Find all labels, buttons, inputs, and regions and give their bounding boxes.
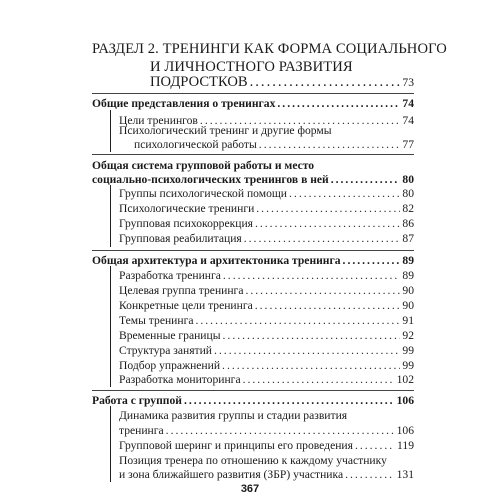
leader-dots: [343, 253, 401, 268]
toc-entry-line-1[interactable]: Позиция тренера по отношению к каждому участнику: [119, 454, 387, 467]
entry-label: Конкретные цели тренинга: [119, 299, 253, 312]
leader-dots: [289, 186, 400, 201]
section-heading-line-2: И ЛИЧНОСТНОГО РАЗВИТИЯ: [150, 59, 353, 75]
toc-group-title[interactable]: [92, 172, 414, 187]
section-heading-last-line: ПОДРОСТКОВ: [150, 74, 248, 90]
leader-dots: [345, 467, 395, 482]
page-ref: 80: [402, 187, 414, 200]
leader-dots: [256, 201, 400, 216]
page-ref: 99: [402, 344, 414, 357]
group-divider: [92, 390, 414, 391]
group-bar: [110, 266, 111, 387]
leader-dots: [355, 438, 395, 453]
leader-dots: [223, 328, 401, 343]
entry-label: Структура занятий: [119, 344, 212, 357]
toc-group-title[interactable]: [92, 96, 414, 111]
page-ref: 90: [402, 284, 414, 297]
toc-entry[interactable]: [119, 358, 414, 373]
entry-label: Разработка мониторинга: [119, 373, 241, 386]
group-divider: [92, 154, 414, 155]
entry-label: Групповая психокоррекция: [119, 217, 253, 230]
toc-entry[interactable]: [119, 372, 414, 387]
page-ref: 102: [396, 373, 414, 386]
toc-entry-line-1[interactable]: Психологический тренинг и другие формы: [119, 124, 332, 137]
page-ref: 119: [397, 439, 414, 452]
entry-label: Группы психологической помощи: [119, 187, 288, 200]
page-number: 367: [240, 483, 260, 495]
page-ref: 87: [402, 232, 414, 245]
entry-label: Групповая реабилитация: [119, 232, 242, 245]
toc-entry[interactable]: [119, 438, 414, 453]
leader-dots: [223, 268, 401, 283]
leader-dots: [195, 313, 400, 328]
page-ref: 74: [402, 97, 414, 110]
toc-entry[interactable]: [119, 268, 414, 283]
group-divider: [92, 93, 414, 94]
toc-entry-line-1[interactable]: Динамика развития группы и стадии развития: [119, 409, 348, 422]
leader-dots: [255, 298, 401, 313]
page-ref: 86: [402, 217, 414, 230]
toc-entry[interactable]: [119, 328, 414, 343]
toc-entry[interactable]: [119, 231, 414, 246]
group-title-text: Общие представления о тренингах: [92, 97, 276, 110]
leader-dots: [184, 393, 395, 408]
toc-entry[interactable]: [119, 201, 414, 216]
entry-label: Темы тренинга: [119, 314, 194, 327]
page-ref: 73: [402, 76, 414, 89]
leader-dots: [255, 216, 400, 231]
entry-label: психологической работы: [134, 138, 257, 151]
page-ref: 91: [402, 314, 414, 327]
page-ref: 89: [402, 269, 414, 282]
group-divider: [92, 250, 414, 251]
page-ref: 106: [396, 424, 414, 437]
leader-dots: [250, 73, 401, 91]
toc-entry[interactable]: [119, 313, 414, 328]
page-ref: 80: [402, 173, 414, 186]
section-heading: [92, 40, 447, 76]
toc-group-title[interactable]: [92, 253, 414, 268]
leader-dots: [277, 96, 400, 111]
group-bar: [110, 406, 111, 482]
page-ref: 90: [402, 299, 414, 312]
group-title-text: Работа с группой: [92, 394, 182, 407]
entry-label: Целевая группа тренинга: [119, 284, 244, 297]
leader-dots: [214, 343, 400, 358]
toc-entry[interactable]: [119, 467, 414, 482]
toc-entry[interactable]: [119, 216, 414, 231]
toc-entry[interactable]: [119, 343, 414, 358]
entry-label: Групповой шеринг и принципы его проведения: [119, 439, 353, 452]
section-heading-line-3[interactable]: [150, 73, 414, 92]
page-ref: 82: [402, 202, 414, 215]
page-ref: 106: [396, 394, 414, 407]
toc-group-title-line-1[interactable]: Общая система групповой работы и место: [92, 159, 315, 172]
leader-dots: [331, 172, 401, 187]
leader-dots: [243, 372, 395, 387]
group-title-text: Общая архитектура и архитектоника тренинга: [92, 254, 341, 267]
entry-label: и зона ближайшего развития (ЗБР) участника: [119, 468, 344, 481]
entry-label: Разработка тренинга: [119, 269, 221, 282]
entry-label: Подбор упражнений: [119, 359, 221, 372]
entry-label: тренинга: [119, 424, 164, 437]
leader-dots: [244, 231, 401, 246]
entry-label: Психологические тренинги: [119, 202, 255, 215]
group-bar: [110, 185, 111, 247]
toc-entry[interactable]: [119, 186, 414, 201]
toc-group-title[interactable]: [92, 393, 414, 408]
toc-entry[interactable]: [119, 298, 414, 313]
group-title-text: социально-психологических тренингов в ней: [92, 173, 329, 186]
page-ref: 92: [402, 329, 414, 342]
toc-entry[interactable]: [119, 283, 414, 298]
toc-entry[interactable]: [119, 423, 414, 438]
page-ref: 131: [396, 468, 414, 481]
leader-dots: [222, 358, 400, 373]
page-ref: 74: [402, 114, 414, 127]
page-ref: 89: [402, 254, 414, 267]
leader-dots: [259, 137, 401, 152]
page-ref: 99: [402, 359, 414, 372]
leader-dots: [166, 423, 395, 438]
entry-label: Временные границы: [119, 329, 221, 342]
toc-entry[interactable]: [134, 137, 414, 152]
section-heading-line-1: РАЗДЕЛ 2. ТРЕНИНГИ КАК ФОРМА СОЦИАЛЬНОГО: [92, 41, 447, 57]
page-ref: 77: [402, 138, 414, 151]
entry-label: Цели тренингов: [119, 114, 198, 127]
group-bar: [110, 110, 111, 152]
leader-dots: [245, 283, 400, 298]
